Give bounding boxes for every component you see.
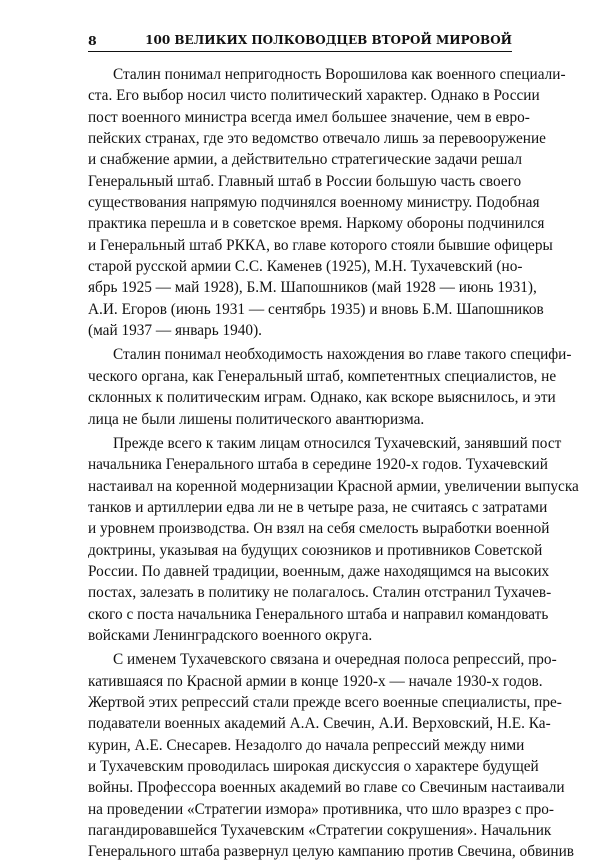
paragraph [88,344,572,429]
text-line: России. По давней традиции, военным, даже находящимся на высоких [88,562,550,580]
text-line: курин, А.Е. Снесарев. Незадолго до начала репрессий между ними [88,736,525,754]
body-text [88,64,579,866]
text-line: старой русской армии С.С. Каменев (1925), М.Н. Тухачевский (но- [88,258,523,276]
text-line: постах, залезать в политику не полагалось. Сталин отстранил Тухачев- [88,584,552,602]
text-line: подаватели военных академий А.А. Свечин, А.И. Верховский, Н.Е. Ка- [88,715,551,733]
text-line: Прежде всего к таким лицам относился Тухачевский, занявший пост [113,434,562,452]
header-rule [88,51,512,52]
text-line: существования напрямую подчинялся военному министру. Подобная [88,194,540,212]
text-line: ябрь 1925 — май 1928), Б.М. Шапошников (май 1928 — июнь 1931), [88,279,537,297]
paragraph [88,649,574,862]
text-line: войсками Ленинградского военного округа. [88,626,373,644]
text-line: ского с поста начальника Генерального штаба и направил командовать [88,605,549,623]
text-line: доктрины, указывая на будущих союзников и противников Советской [88,541,543,559]
paragraph [88,433,579,646]
text-line: Жертвой этих репрессий стали прежде всего военные специалисты, пре- [88,693,562,711]
text-line: и снабжение армии, а действительно стратегические задачи решал [88,151,523,169]
text-line: С именем Тухачевского связана и очередная полоса репрессий, про- [113,651,557,669]
text-line: пейских странах, где это ведомство отвечало лишь за перевооружение [88,130,546,148]
text-line: на проведении «Стратегии измора» противника, что шло вразрез с про- [88,800,555,818]
text-line: войны. Профессора военных академий во главе со Свечиным настаивали [88,779,565,797]
text-line: склонных к политическим играм. Однако, как вскоре выяснилось, и эти [88,389,556,407]
text-line: Генерального штаба развернул целую кампанию против Свечина, обвинив [88,843,574,861]
page-header [88,33,512,53]
text-line: пост военного министра всегда имел большее значение, чем в евро- [88,108,530,126]
running-title: 100 ВЕЛИКИХ ПОЛКОВОДЦЕВ ВТОРОЙ МИРОВОЙ [145,33,512,47]
text-line: и уровнем производства. Он взял на себя смелость выработки военной [88,520,550,538]
text-line: практика перешла и в советское время. Наркому обороны подчинился [88,215,545,233]
paragraph [88,64,566,341]
text-line: Генеральный штаб. Главный штаб в России большую часть своего [88,172,522,190]
text-line: и Генеральный штаб РККА, во главе которого стояли бывшие офицеры [88,236,553,254]
text-line: ческого органа, как Генеральный штаб, компетентных специалистов, не [88,367,557,385]
text-line: (май 1937 — январь 1940). [88,322,263,340]
text-line: начальника Генерального штаба в середине 1920-х годов. Тухачевский [88,456,548,474]
text-line: Сталин понимал непригодность Ворошилова как военного специали- [113,66,566,83]
text-line: Сталин понимал необходимость нахождения во главе такого специфи- [113,346,572,364]
text-line: пагандировавшейся Тухачевским «Стратегии сокрушения». Начальник [88,822,552,840]
text-line: настаивал на коренной модернизации Красной армии, увеличении выпуска [88,477,579,495]
text-line: лица не были лишены политического авантюризма. [88,410,425,428]
text-line: танков и артиллерии едва ли не в четыре раза, не считаясь с затратами [88,498,548,516]
text-line: катившаяся по Красной армии в конце 1920-х — начале 1930-х годов. [88,672,543,690]
text-line: и Тухачевским проводилась широкая дискуссия о характере будущей [88,758,539,775]
page-number: 8 [88,33,97,48]
text-line: ста. Его выбор носил чисто политический характер. Однако в России [88,87,540,105]
text-line: А.И. Егоров (июнь 1931 — сентябрь 1935) и вновь Б.М. Шапошников [88,300,544,318]
